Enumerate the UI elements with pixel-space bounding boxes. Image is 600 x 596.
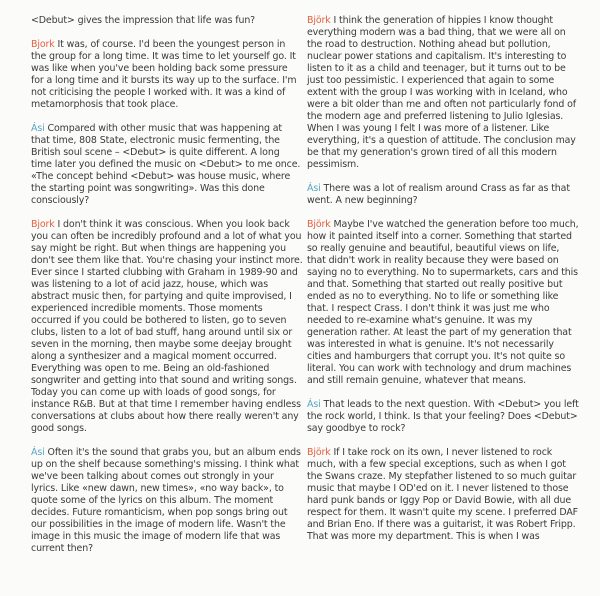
asi-question bbox=[307, 399, 579, 435]
bjork-answer bbox=[307, 219, 579, 387]
right-column bbox=[307, 15, 579, 555]
asi-question bbox=[307, 183, 579, 207]
paragraph-text: I don't think it was conscious. When you look back you can often be incredibly profound and a lot of what you say might be right. But when things are happening you don't see them like that. You're chasing your instinct more. Ever since I started clubbing with Graham in 1989-90 and was listening to a lot of acid jazz, house, which was abstract music then, for partying and quite improvised, I experienced incredible moments. Those moments occurred if you could be bothered to listen, go to seven clubs, listen to a lot of bad stuff, hang around until six or seven in the morning, then maybe some deejay brought along a synthesizer and a magical moment occurred. Everything was open to me. Being an old-fashioned songwriter and getting into that sound and writing songs. Today you can come up with loads of good songs, for instance R&B. But at that time I remember having endless conversations at clubs about how there really weren't any good songs. bbox=[31, 219, 303, 434]
question-paragraph bbox=[31, 15, 303, 27]
paragraph-text: It was, of course. I'd been the youngest person in the group for a long time. It was time to let yourself go. It was like when you've been holding back some pressure for a long time and it bursts its way up to the surface. I'm not criticising the people I worked with. It was a kind of metamorphosis that took place. bbox=[31, 39, 297, 110]
bjork-answer bbox=[31, 39, 303, 111]
left-column bbox=[31, 15, 303, 567]
speaker-label-asi: Ási bbox=[31, 447, 45, 458]
paragraph-text: I think the generation of hippies I know thought everything modern was a bad thing, that we were all on the road to destruction. Nothing ahead but pollution, nuclear power stations and capitalism. It's interesting to listen to it as a child and teenager, but it turns out to be just too pessimistic. I experienced that again to some extent with the group I was working with in Iceland, who were a bit older than me and often not particularly fond of the modern age and preferred listening to Julio Iglesias. When I was young I felt I was more of a listener. Like everything, it's a question of attitude. The conclusion may be that my generation's grown tired of all this modern pessimism. bbox=[307, 15, 576, 170]
speaker-label-bjork: Björk bbox=[307, 15, 331, 26]
asi-question bbox=[31, 447, 303, 555]
paragraph-text: Maybe I've watched the generation before too much, how it painted itself into a corner. Something that started so really genuine and beautiful, beautiful views on life, that didn't work in reality because they were based on saying no to everything. No to supermarkets, cars and this and that. Something that started out really positive but ended as no to everything. No to life or something like that. I respect Crass. I don't think it was just me who needed to re-examine what's genuine. It was my generation rather. At least the part of my generation that was interested in what is genuine. It's not necessarily cities and hamburgers that corrupt you. It's not quite so literal. You can work with technology and drum machines and still remain genuine, whatever that means. bbox=[307, 219, 579, 386]
paragraph-text: That leads to the next question. With <Debut> you left the rock world, I think. Is that your feeling? Does <Debut> say goodbye to rock? bbox=[307, 399, 579, 434]
speaker-label-asi: Ási bbox=[307, 183, 321, 194]
paragraph-text: Often it's the sound that grabs you, but an album ends up on the shelf because something's missing. I think what we've been talking about comes out strongly in your lyrics. Like «new dawn, new times», «no way back», to quote some of the lyrics on this album. The moment decides. Future romanticism, when pop songs bring out our possibilities in the image of modern life. Wasn't the image in this music the image of modern life that was current then? bbox=[31, 447, 301, 554]
speaker-label-asi: Ási bbox=[307, 399, 321, 410]
speaker-label-bjork: Björk bbox=[307, 219, 331, 230]
speaker-label-bjork: Bjork bbox=[31, 219, 55, 230]
bjork-answer bbox=[31, 219, 303, 435]
bjork-answer bbox=[307, 447, 579, 543]
paragraph-text: There was a lot of realism around Crass as far as that went. A new beginning? bbox=[307, 183, 570, 206]
paragraph-text: Compared with other music that was happening at that time, 808 State, electronic music fermenting, the British soul scene – <Debut> is quite different. A long time later you defined the music on <Debut> to me once. «The concept behind <Debut> was house music, where the starting point was songwriting». Was this done consciously? bbox=[31, 123, 301, 206]
speaker-label-asi: Ási bbox=[31, 123, 45, 134]
speaker-label-bjork: Bjork bbox=[31, 39, 55, 50]
asi-question bbox=[31, 123, 303, 207]
bjork-answer bbox=[307, 15, 579, 171]
speaker-label-bjork: Björk bbox=[307, 447, 331, 458]
paragraph-text: If I take rock on its own, I never listened to rock much, with a few special exceptions, such as when I got the Swans craze. My stepfather listened to so much guitar music that maybe I OD'ed on it. I never listened to those hard punk bands or Iggy Pop or David Bowie, with all due respect for them. It wasn't quite my scene. I preferred DAF and Brian Eno. If there was a guitarist, it was Robert Fripp. That was more my department. This is when I was bbox=[307, 447, 578, 542]
paragraph-text: <Debut> gives the impression that life was fun? bbox=[31, 15, 256, 26]
